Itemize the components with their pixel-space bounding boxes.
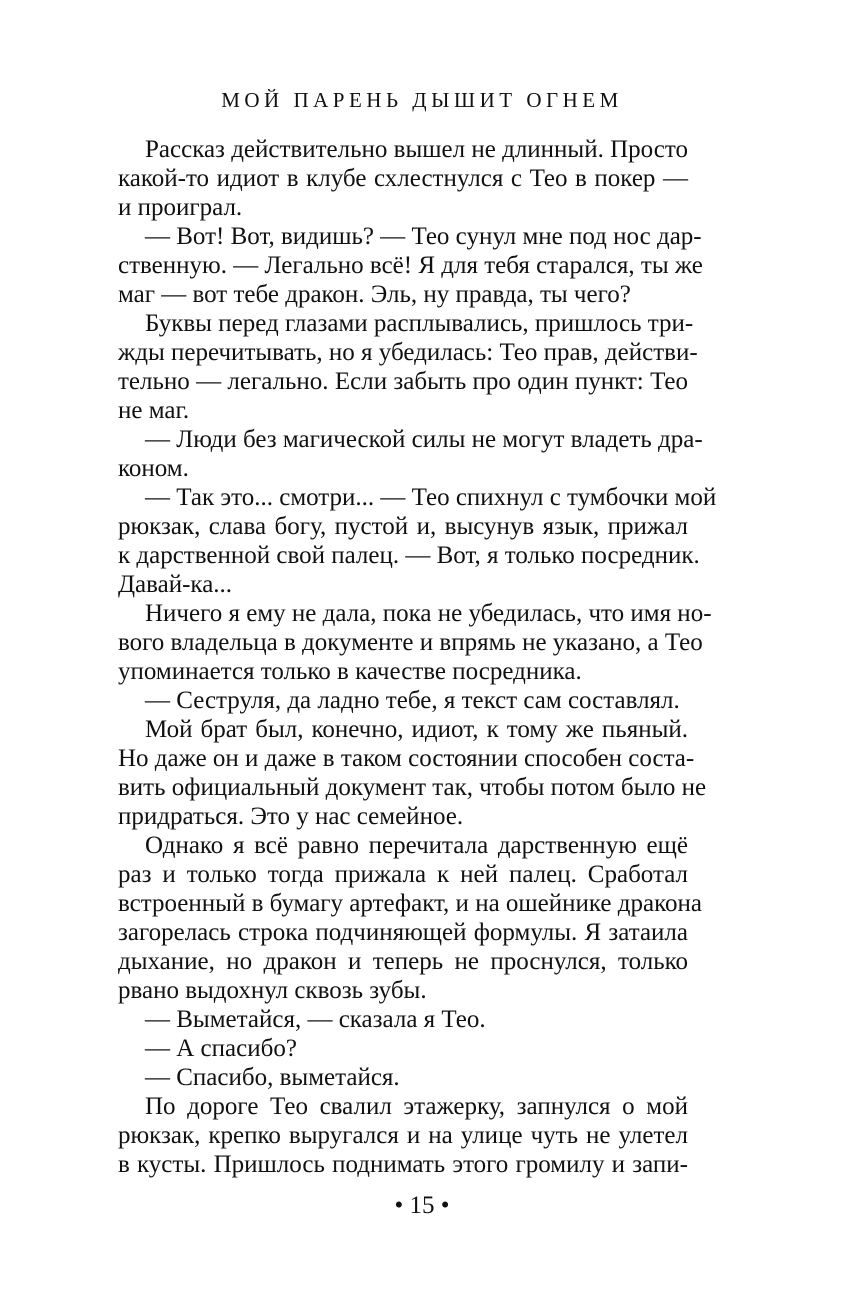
text-line: Давай-ка... [118, 571, 233, 598]
text-line: придраться. Это у нас семейное. [118, 803, 464, 830]
text-line: загорелась строка подчиняющей формулы. Я затаила [118, 919, 688, 946]
body-text [118, 135, 717, 1179]
text-line: — А спасибо? [145, 1035, 297, 1062]
text-line: Но даже он и даже в таком состоянии способен соста- [118, 745, 695, 772]
page-number: • 15 • [394, 1192, 450, 1219]
text-line: Мой брат был, конечно, идиот, к тому же пьяный. [145, 716, 688, 743]
text-line: жды перечитывать, но я убедилась: Тео прав, действи- [118, 339, 698, 366]
text-line: вого владельца в документе и впрямь не указано, а Тео [118, 629, 703, 656]
text-line: — Сеструля, да ладно тебе, я текст сам составлял. [145, 687, 680, 714]
text-line: вить официальный документ так, чтобы потом было не [118, 774, 707, 801]
text-line: встроенный в бумагу артефакт, и на ошейнике дракона [118, 890, 702, 917]
text-line: Однако я всё равно перечитала дарственную ещё [145, 832, 688, 859]
text-line: маг — вот тебе дракон. Эль, ну правда, ты чего? [118, 281, 631, 308]
text-line: рюкзак, слава богу, пустой и, высунув язык, прижал [118, 513, 688, 540]
text-line: Ничего я ему не дала, пока не убедилась, что имя но- [145, 600, 712, 627]
text-line: раз и только тогда прижала к ней палец. Сработал [118, 861, 688, 888]
text-line: к дарственной свой палец. — Вот, я только посредник. [118, 542, 700, 569]
text-line: в кусты. Пришлось поднимать этого громилу и запи- [118, 1151, 688, 1178]
text-line: — Спасибо, выметайся. [145, 1064, 400, 1091]
text-line: рюкзак, крепко выругался и на улице чуть не улетел [118, 1122, 688, 1149]
running-head: МОЙ ПАРЕНЬ ДЫШИТ ОГНЕМ [221, 88, 623, 112]
text-line: — Вот! Вот, видишь? — Тео сунул мне под нос дар- [145, 223, 702, 250]
text-line: — Так это... смотри... — Тео спихнул с тумбочки мой [145, 484, 717, 511]
text-line: дыхание, но дракон и теперь не проснулся, только [118, 948, 688, 975]
text-line: и проиграл. [118, 194, 243, 221]
text-line: Буквы перед глазами расплывались, пришлось три- [145, 310, 694, 337]
text-line: По дороге Тео свалил этажерку, запнулся о мой [145, 1093, 688, 1120]
text-line: не маг. [118, 397, 190, 424]
text-line: — Люди без магической силы не могут владеть дра- [145, 426, 703, 453]
text-line: — Выметайся, — сказала я Тео. [145, 1006, 486, 1033]
text-line: коном. [118, 455, 189, 482]
text-line: ственную. — Легально всё! Я для тебя старался, ты же [118, 252, 703, 279]
text-line: какой-то идиот в клубе схлестнулся с Тео в покер — [118, 165, 688, 192]
text-line: тельно — легально. Если забыть про один пункт: Тео [118, 368, 688, 395]
text-line: рвано выдохнул сквозь зубы. [118, 977, 427, 1004]
text-line: упоминается только в качестве посредника. [118, 658, 582, 685]
text-line: Рассказ действительно вышел не длинный. Просто [145, 136, 688, 163]
